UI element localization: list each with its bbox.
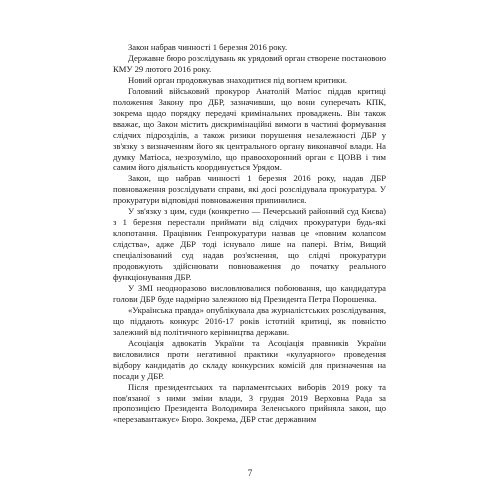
page-number: 7 xyxy=(247,468,253,478)
document-body xyxy=(113,42,386,425)
paragraph-law-effective: Закон набрав чинності 1 березня 2016 року. xyxy=(128,42,288,52)
paragraph-reboot-law: Після президентських та парламентських виборів 2019 року та пов'язаної з ними зміни влади, 3 грудня 2019 Верховна Рада за пропозицією Президента Володимира Зеленського прийняла закон, що «перезавантажує» Бюро. Зокрема, ДБР стає державним xyxy=(113,381,386,425)
paragraph-ukrainska-pravda: «Українська правда» опублікувала два журналістських розслідування, що піддають конкурс 2016-17 років істотній критиці, як повністю залежний від політичного керівництва держави. xyxy=(113,304,386,337)
paragraph-under-criticism: Новий орган продовжував знаходитися під вогнем критики. xyxy=(128,74,347,85)
paragraph-media-concerns: У ЗМІ неодноразово висловлювалися побоювання, що кандидатура голови ДБР буде надмірно залежною від Президента Петра Порошенка. xyxy=(113,282,386,304)
paragraph-courts-collapse: У зв'язку з цим, суди (конкретно — Печерський районний суд Києва) з 1 березня перестали приймати від слідчих прокуратури будь-які клопотання. Працівник Генпрокуратури назвав це «повним колапсом слідства», адже ДБР тоді існувало лише на папері. Втім, Вищий спеціалізований суд надав роз'яснення, що слідчі прокуратури продовжують здійснювати повноваження до початку реального функціонування ДБР. xyxy=(113,206,386,283)
paragraph-bar-associations: Асоціація адвокатів України та Асоціація правників України висловилися проти негативної практики «кулуарного» проведення відбору кандидатів до складу конкурсних комісій для призначення на посади у ДБР. xyxy=(113,337,386,381)
paragraph-matios-criticism: Головний військовий прокурор Анатолій Матіос піддав критиці положення Закону про ДБР, зазначивши, що вони суперечать КПК, зокрема щодо порядку передачі кримінальних проваджень. Він також вважає, що Закон містить дискримінаційні вимоги в частині формування слідчих підрозділів, а також ризики порушення незалежності ДБР у зв'язку з визначенням його як центрального органу виконавчої влади. На думку Матіоса, незрозуміло, що правоохоронний орган є ЦОВВ і тим самим його діяльність координується Урядом. xyxy=(113,85,386,173)
paragraph-dbr-created: Державне бюро розслідувань як урядовий орган створене постановою КМУ 29 лютого 2016 року. xyxy=(113,52,386,74)
paragraph-powers-transfer: Закон, що набрав чинності 1 березня 2016 року, надав ДБР повноваження розслідувати справи, які досі розслідувала прокуратура. У прокуратури відповідні повноваження припинилися. xyxy=(113,173,386,206)
